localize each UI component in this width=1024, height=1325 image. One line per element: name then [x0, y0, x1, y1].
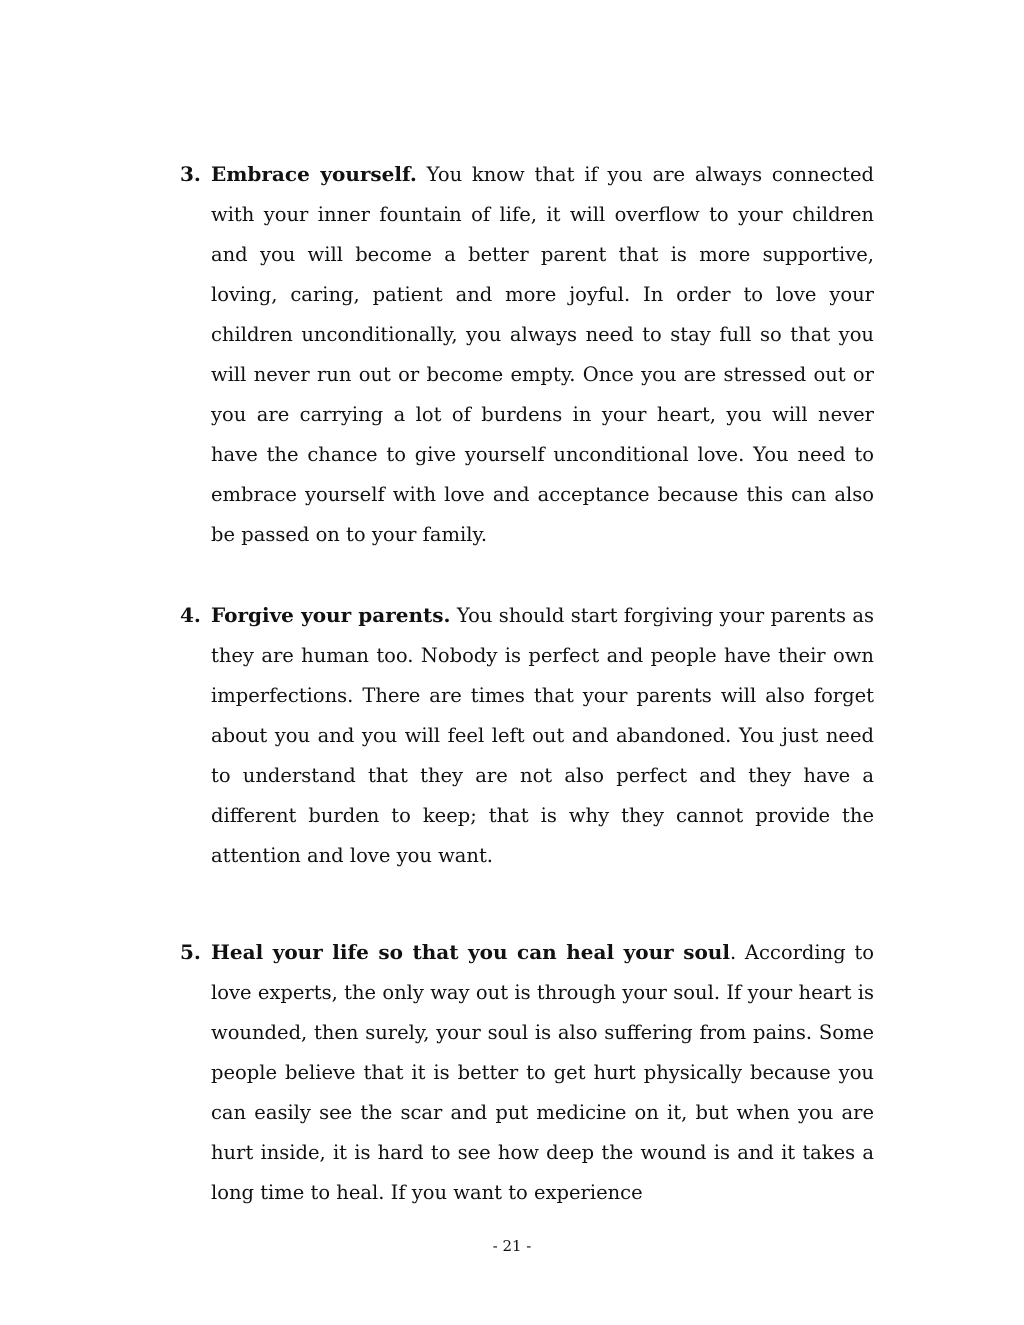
numbered-list — [180, 154, 874, 1213]
list-item-number: 5. — [180, 940, 201, 964]
list-item-text: You know that if you are always connected with your inner fountain of life, it will overflow to your children and you will become a better parent that is more supportive, loving, caring, patient and more joyful. In order to love your children unconditionally, you always need to stay full so that you will never run out or become empty. Once you are stressed out or you are carrying a lot of burdens in your heart, you will never have the chance to give yourself unconditional love. You need to embrace yourself with love and acceptance because this can also be passed on to your family. — [211, 163, 874, 546]
list-item-heading: Heal your life so that you can heal your soul — [211, 940, 730, 964]
list-item-text: . According to love experts, the only way out is through your soul. If your heart is wounded, then surely, your soul is also suffering from pains. Some people believe that it is better to get hurt physically because you can easily see the scar and put medicine on it, but when you are hurt inside, it is hard to see how deep the wound is and it takes a long time to heal. If you want to experience — [211, 941, 875, 1204]
list-item-body — [211, 595, 874, 876]
list-item-heal-your-life — [180, 932, 874, 1213]
list-item-forgive-your-parents — [180, 595, 874, 876]
list-item-body — [211, 932, 874, 1213]
list-item-heading: Forgive your parents. — [211, 603, 451, 627]
list-item-text: You should start forgiving your parents as they are human too. Nobody is perfect and people have their own imperfections. There are times that your parents will also forget about you and you will feel left out and abandoned. You just need to understand that they are not also perfect and they have a different burden to keep; that is why they cannot provide the attention and love you want. — [211, 604, 874, 867]
list-item-number: 4. — [180, 603, 201, 627]
list-item-heading: Embrace yourself. — [211, 162, 417, 186]
page-number: - 21 - — [492, 1237, 532, 1255]
list-item-body — [211, 154, 874, 555]
list-item-number: 3. — [180, 162, 201, 186]
list-item-embrace-yourself — [180, 154, 874, 555]
